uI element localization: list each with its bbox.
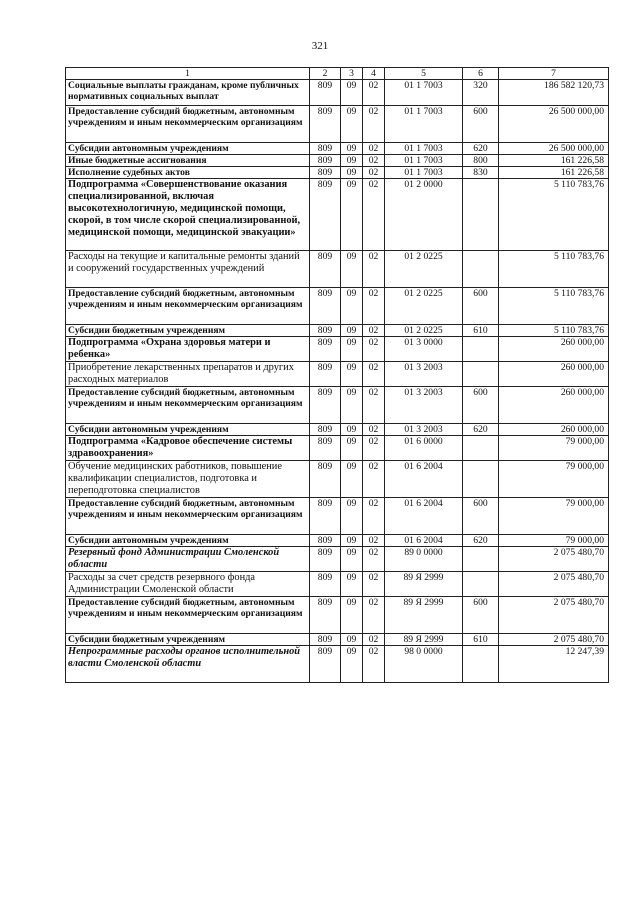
row-name: Подпрограмма «Охрана здоровья матери и ребенка» <box>66 337 310 362</box>
row-name: Непрограммные расходы органов исполнительной власти Смоленской области <box>66 646 310 683</box>
cell-amount: 2 075 480,70 <box>499 547 609 572</box>
cell-expense-type <box>463 362 499 387</box>
table-row <box>66 288 609 325</box>
table-row <box>66 646 609 683</box>
cell-section-code: 09 <box>341 572 363 597</box>
cell-ministry-code: 809 <box>310 106 341 143</box>
table-row <box>66 155 609 167</box>
cell-subsection-code: 02 <box>363 251 385 288</box>
cell-amount: 2 075 480,70 <box>499 634 609 646</box>
table-row <box>66 251 609 288</box>
cell-target-article: 89 0 0000 <box>385 547 463 572</box>
row-name: Субсидии автономным учреждениям <box>66 143 310 155</box>
cell-subsection-code: 02 <box>363 362 385 387</box>
cell-expense-type: 600 <box>463 387 499 424</box>
cell-ministry-code: 809 <box>310 436 341 461</box>
cell-target-article: 01 3 2003 <box>385 424 463 436</box>
table-row <box>66 362 609 387</box>
table-row <box>66 634 609 646</box>
cell-ministry-code: 809 <box>310 179 341 251</box>
table-row <box>66 167 609 179</box>
cell-expense-type: 600 <box>463 288 499 325</box>
cell-amount: 186 582 120,73 <box>499 80 609 106</box>
cell-subsection-code: 02 <box>363 535 385 547</box>
cell-ministry-code: 809 <box>310 288 341 325</box>
cell-target-article: 01 6 2004 <box>385 498 463 535</box>
cell-subsection-code: 02 <box>363 436 385 461</box>
cell-target-article: 01 1 7003 <box>385 155 463 167</box>
cell-target-article: 98 0 0000 <box>385 646 463 683</box>
cell-ministry-code: 809 <box>310 325 341 337</box>
cell-ministry-code: 809 <box>310 143 341 155</box>
cell-amount: 260 000,00 <box>499 387 609 424</box>
cell-target-article: 01 1 7003 <box>385 106 463 143</box>
table-row <box>66 547 609 572</box>
table-row <box>66 436 609 461</box>
cell-ministry-code: 809 <box>310 387 341 424</box>
column-header: 5 <box>385 68 463 80</box>
cell-amount: 5 110 783,76 <box>499 179 609 251</box>
cell-section-code: 09 <box>341 547 363 572</box>
cell-subsection-code: 02 <box>363 597 385 634</box>
row-name: Иные бюджетные ассигнования <box>66 155 310 167</box>
cell-section-code: 09 <box>341 597 363 634</box>
table-row <box>66 143 609 155</box>
cell-target-article: 01 2 0000 <box>385 179 463 251</box>
header-row <box>66 68 609 80</box>
row-name: Социальные выплаты гражданам, кроме публичных нормативных социальных выплат <box>66 80 310 106</box>
cell-subsection-code: 02 <box>363 167 385 179</box>
row-name: Резервный фонд Администрации Смоленской области <box>66 547 310 572</box>
cell-expense-type <box>463 572 499 597</box>
table-row <box>66 572 609 597</box>
cell-target-article: 01 3 0000 <box>385 337 463 362</box>
row-name: Предоставление субсидий бюджетным, автономным учреждениям и иным некоммерческим организациям <box>66 597 310 634</box>
cell-section-code: 09 <box>341 106 363 143</box>
cell-subsection-code: 02 <box>363 387 385 424</box>
column-header: 7 <box>499 68 609 80</box>
table-row <box>66 325 609 337</box>
row-name: Расходы за счет средств резервного фонда Администрации Смоленской области <box>66 572 310 597</box>
table-row <box>66 424 609 436</box>
cell-subsection-code: 02 <box>363 143 385 155</box>
cell-target-article: 01 2 0225 <box>385 288 463 325</box>
cell-subsection-code: 02 <box>363 106 385 143</box>
table-body <box>66 80 609 683</box>
cell-amount: 260 000,00 <box>499 424 609 436</box>
row-name: Предоставление субсидий бюджетным, автономным учреждениям и иным некоммерческим организациям <box>66 106 310 143</box>
cell-subsection-code: 02 <box>363 424 385 436</box>
table-row <box>66 337 609 362</box>
cell-subsection-code: 02 <box>363 572 385 597</box>
row-name: Обучение медицинских работников, повышение квалификации специалистов, подготовка и переподготовка специалистов <box>66 461 310 498</box>
column-header: 4 <box>363 68 385 80</box>
cell-expense-type: 610 <box>463 634 499 646</box>
row-name: Подпрограмма «Кадровое обеспечение системы здравоохранения» <box>66 436 310 461</box>
cell-target-article: 01 2 0225 <box>385 251 463 288</box>
cell-subsection-code: 02 <box>363 155 385 167</box>
cell-section-code: 09 <box>341 436 363 461</box>
cell-amount: 26 500 000,00 <box>499 106 609 143</box>
cell-section-code: 09 <box>341 634 363 646</box>
cell-section-code: 09 <box>341 535 363 547</box>
table-row <box>66 80 609 106</box>
row-name: Расходы на текущие и капитальные ремонты зданий и сооружений государственных учреждений <box>66 251 310 288</box>
cell-ministry-code: 809 <box>310 167 341 179</box>
cell-amount: 12 247,39 <box>499 646 609 683</box>
cell-expense-type: 620 <box>463 424 499 436</box>
cell-amount: 2 075 480,70 <box>499 597 609 634</box>
cell-section-code: 09 <box>341 167 363 179</box>
cell-ministry-code: 809 <box>310 251 341 288</box>
cell-ministry-code: 809 <box>310 362 341 387</box>
table-row <box>66 179 609 251</box>
cell-ministry-code: 809 <box>310 597 341 634</box>
cell-expense-type: 620 <box>463 535 499 547</box>
cell-subsection-code: 02 <box>363 461 385 498</box>
cell-target-article: 89 Я 2999 <box>385 634 463 646</box>
column-header: 2 <box>310 68 341 80</box>
cell-section-code: 09 <box>341 387 363 424</box>
cell-section-code: 09 <box>341 337 363 362</box>
cell-ministry-code: 809 <box>310 461 341 498</box>
cell-section-code: 09 <box>341 362 363 387</box>
cell-subsection-code: 02 <box>363 325 385 337</box>
cell-amount: 161 226,58 <box>499 167 609 179</box>
cell-expense-type <box>463 251 499 288</box>
cell-target-article: 01 1 7003 <box>385 167 463 179</box>
row-name: Предоставление субсидий бюджетным, автономным учреждениям и иным некоммерческим организациям <box>66 387 310 424</box>
cell-section-code: 09 <box>341 80 363 106</box>
cell-expense-type: 600 <box>463 106 499 143</box>
cell-section-code: 09 <box>341 498 363 535</box>
cell-section-code: 09 <box>341 325 363 337</box>
cell-section-code: 09 <box>341 424 363 436</box>
cell-amount: 26 500 000,00 <box>499 143 609 155</box>
cell-expense-type: 830 <box>463 167 499 179</box>
cell-ministry-code: 809 <box>310 424 341 436</box>
table-row <box>66 498 609 535</box>
cell-expense-type <box>463 337 499 362</box>
cell-subsection-code: 02 <box>363 288 385 325</box>
cell-amount: 5 110 783,76 <box>499 325 609 337</box>
table-row <box>66 461 609 498</box>
row-name: Субсидии автономным учреждениям <box>66 424 310 436</box>
cell-section-code: 09 <box>341 461 363 498</box>
cell-target-article: 01 6 2004 <box>385 461 463 498</box>
column-header: 6 <box>463 68 499 80</box>
cell-section-code: 09 <box>341 155 363 167</box>
row-name: Предоставление субсидий бюджетным, автономным учреждениям и иным некоммерческим организациям <box>66 498 310 535</box>
row-name: Субсидии бюджетным учреждениям <box>66 634 310 646</box>
cell-subsection-code: 02 <box>363 547 385 572</box>
cell-expense-type: 600 <box>463 498 499 535</box>
cell-amount: 5 110 783,76 <box>499 288 609 325</box>
cell-section-code: 09 <box>341 646 363 683</box>
cell-ministry-code: 809 <box>310 80 341 106</box>
cell-ministry-code: 809 <box>310 337 341 362</box>
cell-amount: 161 226,58 <box>499 155 609 167</box>
row-name: Исполнение судебных актов <box>66 167 310 179</box>
cell-amount: 260 000,00 <box>499 337 609 362</box>
cell-target-article: 01 6 2004 <box>385 535 463 547</box>
table-row <box>66 535 609 547</box>
cell-expense-type <box>463 547 499 572</box>
cell-target-article: 01 3 2003 <box>385 387 463 424</box>
cell-target-article: 01 2 0225 <box>385 325 463 337</box>
cell-ministry-code: 809 <box>310 547 341 572</box>
row-name: Субсидии автономным учреждениям <box>66 535 310 547</box>
cell-subsection-code: 02 <box>363 337 385 362</box>
cell-target-article: 01 3 2003 <box>385 362 463 387</box>
cell-expense-type <box>463 461 499 498</box>
cell-amount: 2 075 480,70 <box>499 572 609 597</box>
cell-subsection-code: 02 <box>363 646 385 683</box>
cell-ministry-code: 809 <box>310 646 341 683</box>
row-name: Приобретение лекарственных препаратов и других расходных материалов <box>66 362 310 387</box>
cell-expense-type: 320 <box>463 80 499 106</box>
cell-ministry-code: 809 <box>310 498 341 535</box>
cell-amount: 5 110 783,76 <box>499 251 609 288</box>
cell-subsection-code: 02 <box>363 179 385 251</box>
cell-expense-type: 610 <box>463 325 499 337</box>
cell-ministry-code: 809 <box>310 572 341 597</box>
cell-amount: 79 000,00 <box>499 535 609 547</box>
cell-expense-type <box>463 646 499 683</box>
cell-subsection-code: 02 <box>363 498 385 535</box>
cell-section-code: 09 <box>341 179 363 251</box>
row-name: Подпрограмма «Совершенствование оказания специализированной, включая высокотехнологичную, медицинской помощи, скорой, в том числе скорой специализированной, медицинской помощи, медицинской эвакуации» <box>66 179 310 251</box>
cell-amount: 79 000,00 <box>499 436 609 461</box>
cell-ministry-code: 809 <box>310 155 341 167</box>
cell-expense-type: 800 <box>463 155 499 167</box>
cell-amount: 79 000,00 <box>499 498 609 535</box>
cell-amount: 260 000,00 <box>499 362 609 387</box>
cell-ministry-code: 809 <box>310 634 341 646</box>
table-row <box>66 597 609 634</box>
cell-target-article: 89 Я 2999 <box>385 597 463 634</box>
cell-expense-type: 600 <box>463 597 499 634</box>
cell-target-article: 89 Я 2999 <box>385 572 463 597</box>
cell-subsection-code: 02 <box>363 80 385 106</box>
cell-expense-type <box>463 436 499 461</box>
cell-target-article: 01 6 0000 <box>385 436 463 461</box>
cell-target-article: 01 1 7003 <box>385 143 463 155</box>
table-row <box>66 387 609 424</box>
budget-table <box>65 67 609 683</box>
cell-amount: 79 000,00 <box>499 461 609 498</box>
page-number: 321 <box>311 40 329 52</box>
cell-expense-type <box>463 179 499 251</box>
cell-expense-type: 620 <box>463 143 499 155</box>
cell-ministry-code: 809 <box>310 535 341 547</box>
cell-subsection-code: 02 <box>363 634 385 646</box>
column-header: 1 <box>66 68 310 80</box>
cell-target-article: 01 1 7003 <box>385 80 463 106</box>
column-header: 3 <box>341 68 363 80</box>
table-row <box>66 106 609 143</box>
cell-section-code: 09 <box>341 143 363 155</box>
cell-section-code: 09 <box>341 288 363 325</box>
cell-section-code: 09 <box>341 251 363 288</box>
row-name: Субсидии бюджетным учреждениям <box>66 325 310 337</box>
row-name: Предоставление субсидий бюджетным, автономным учреждениям и иным некоммерческим организациям <box>66 288 310 325</box>
